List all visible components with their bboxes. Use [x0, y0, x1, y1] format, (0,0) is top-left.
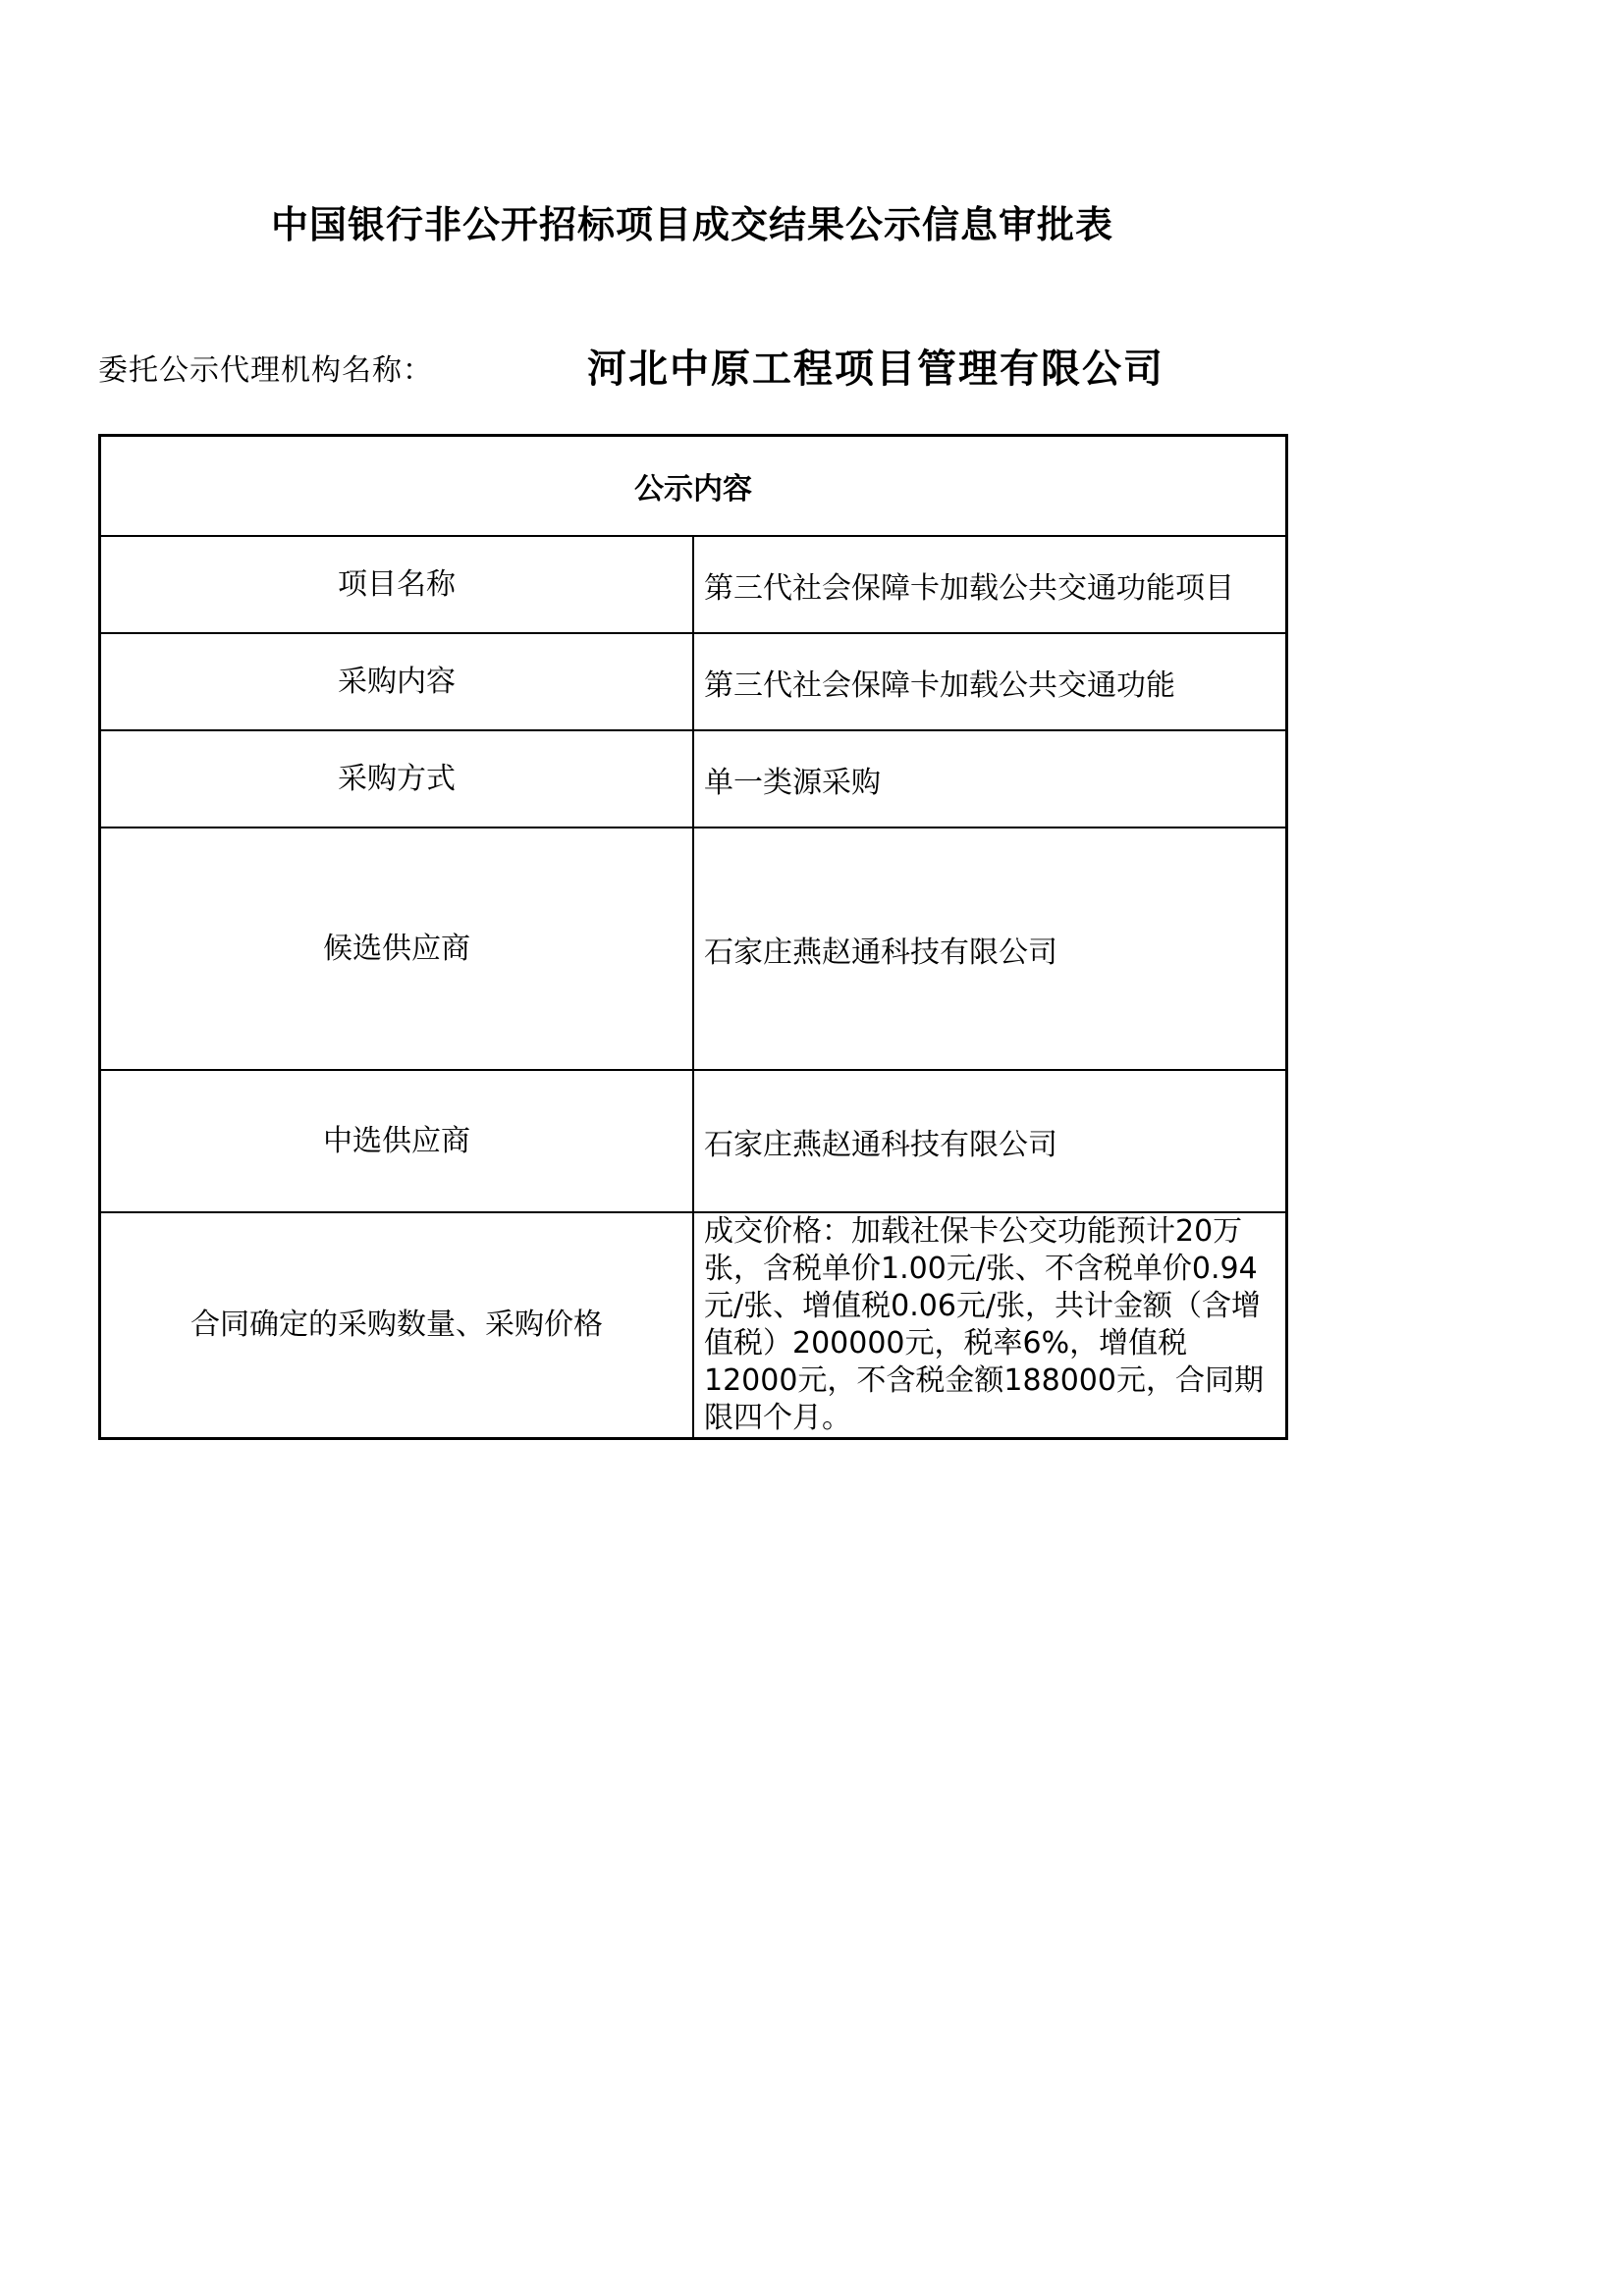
agency-name: 河北中原工程项目管理有限公司: [587, 347, 1164, 392]
row-value-quantity-price: 成交价格：加载社保卡公交功能预计20万张，含税单价1.00元/张、不含税单价0.94元/张、增值税0.06元/张，共计金额（含增值税）200000元，税率6%，增值税12000元，不含税金额188000元，合同期限四个月。: [693, 1212, 1287, 1439]
row-label-selected-supplier: 中选供应商: [100, 1070, 694, 1212]
row-label-quantity-price: 合同确定的采购数量、采购价格: [100, 1212, 694, 1439]
table-header-row: [100, 436, 1287, 537]
notice-table: [98, 434, 1288, 1440]
row-label-project-name: 项目名称: [100, 536, 694, 633]
document-title: 中国银行非公开招标项目成交结果公示信息审批表: [270, 203, 1113, 246]
table-row: [100, 536, 1287, 633]
row-value-candidate-supplier: 石家庄燕赵通科技有限公司: [693, 828, 1287, 1070]
table-row: [100, 828, 1287, 1070]
table-row: [100, 730, 1287, 828]
row-label-procurement-method: 采购方式: [100, 730, 694, 828]
row-value-procurement-method: 单一类源采购: [693, 730, 1287, 828]
row-value-selected-supplier: 石家庄燕赵通科技有限公司: [693, 1070, 1287, 1212]
row-label-procurement-content: 采购内容: [100, 633, 694, 730]
table-row: [100, 633, 1287, 730]
table-row: [100, 1212, 1287, 1439]
table-header: 公示内容: [100, 436, 1287, 537]
row-value-project-name: 第三代社会保障卡加载公共交通功能项目: [693, 536, 1287, 633]
row-value-procurement-content: 第三代社会保障卡加载公共交通功能: [693, 633, 1287, 730]
row-label-candidate-supplier: 候选供应商: [100, 828, 694, 1070]
table-row: [100, 1070, 1287, 1212]
agency-label: 委托公示代理机构名称：: [98, 353, 433, 388]
